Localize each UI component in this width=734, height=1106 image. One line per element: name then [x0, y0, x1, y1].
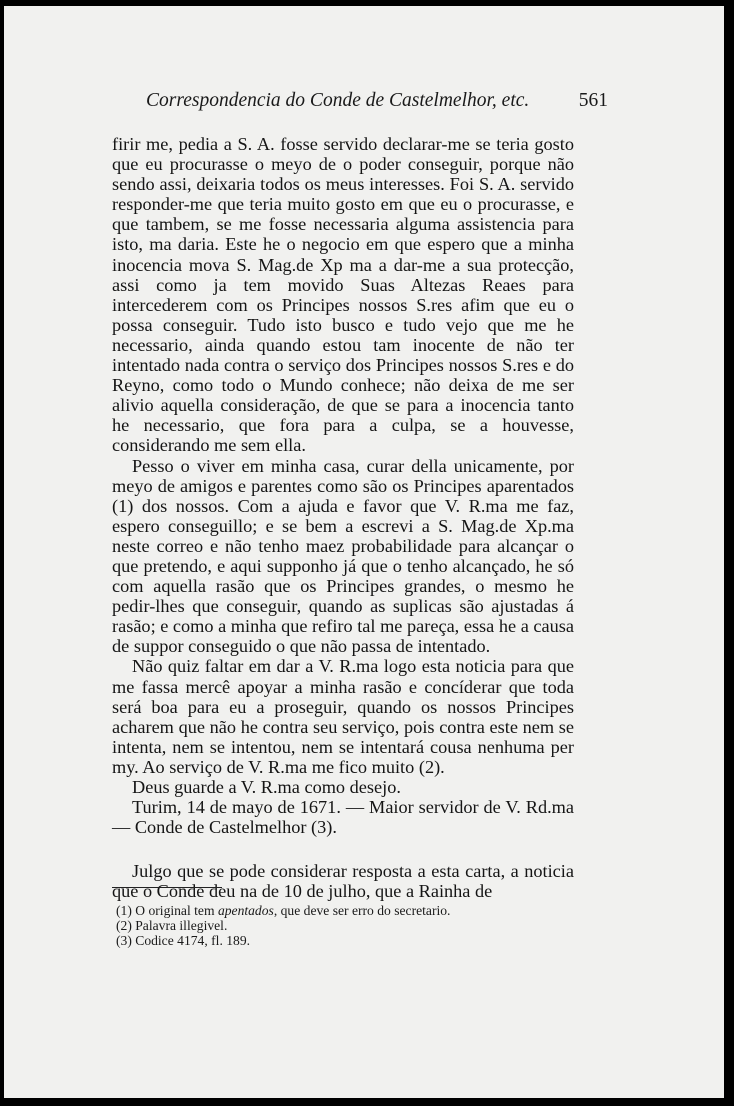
page-number: 561 [578, 90, 608, 111]
paragraph-2: Pesso o viver em minha casa, curar della unicamente, por meyo de amigos e parentes como são os Principes aparentados (1) dos nossos. Com a ajuda e favor que V. R.ma me faz, espero conseguillo; e se bem a escrevi a S. Mag.de Xp.ma neste correo e não tenho maez probabilidade para alcançar o que pretendo, e aqui supponho já que o tenho alcançado, he só com aquella rasão que os Principes grandes, o mesmo he pedir-lhes que conseguir, quando as suplicas são ajustadas á rasão; e como a minha que refiro tal me pareça, essa he a causa de suppor conseguido o que não passa de intentado. [112, 455, 574, 657]
paragraph-1: firir me, pedia a S. A. fosse servido declarar-me se teria gosto que eu procurasse o meyo de o poder conseguir, porque não sendo assi, deixaria todos os meus interesses. Foi S. A. servido responder-me que teria muito gosto em que eu o procurasse, e que tambem, se me fosse necessaria alguma assistencia para isto, ma daria. Este he o negocio em que espero que a minha inocencia mova S. Mag.de Xp ma a dar-me a sua protecção, assi como ja tem movido Suas Altezas Reaes para intercederem com os Principes nossos S.res afim que eu o possa conseguir. Tudo isto busco e tudo vejo que me he necessario, ainda quando estou tam inocente de não ter intentado nada contra o serviço dos Principes nossos S.res e do Reyno, como todo o Mundo conhece; não deixa de me ser alivio aquella consideração, de que se para a inocencia tanto he necessario, que fora para a culpa, se a houvesse, considerando me sem ella. [112, 134, 574, 456]
footnote-1 [116, 903, 556, 918]
paragraph-5: Turim, 14 de mayo de 1671. — Maior servidor de V. Rd.ma — Conde de Castelmelhor (3). [112, 797, 574, 838]
body-text [112, 134, 574, 901]
page-header [146, 90, 608, 118]
footnote-2: (2) Palavra illegivel. [116, 918, 228, 933]
paragraph-4: Deus guarde a V. R.ma como desejo. [132, 777, 401, 797]
running-title: Correspondencia do Conde de Castelmelhor, etc. [146, 90, 530, 111]
footnotes [116, 903, 556, 948]
footnote-3: (3) Codice 4174, fl. 189. [116, 933, 251, 948]
book-page [4, 6, 724, 1098]
footnote-1-text: (1) O original tem [116, 903, 218, 918]
footnote-1-text-end: , que deve ser erro do secretario. [273, 903, 451, 918]
paragraph-3: Não quiz faltar em dar a V. R.ma logo esta noticia para que me fassa mercê apoyar a minha rasão e concíderar que toda será boa para eu a proseguir, quando os nossos Principes acharem que não he contra seu serviço, pois contra este nem se intenta, nem se intentou, nem se intentará cousa nenhuma per my. Ao serviço de V. R.ma me fico muito (2). [112, 656, 574, 777]
paragraph-6: Julgo que se pode considerar resposta a esta carta, a noticia que o Conde deu na de 10 de julho, que a Rainha de [112, 861, 574, 902]
footnote-1-emphasis: apentados [217, 903, 274, 918]
footnote-rule [112, 887, 222, 888]
